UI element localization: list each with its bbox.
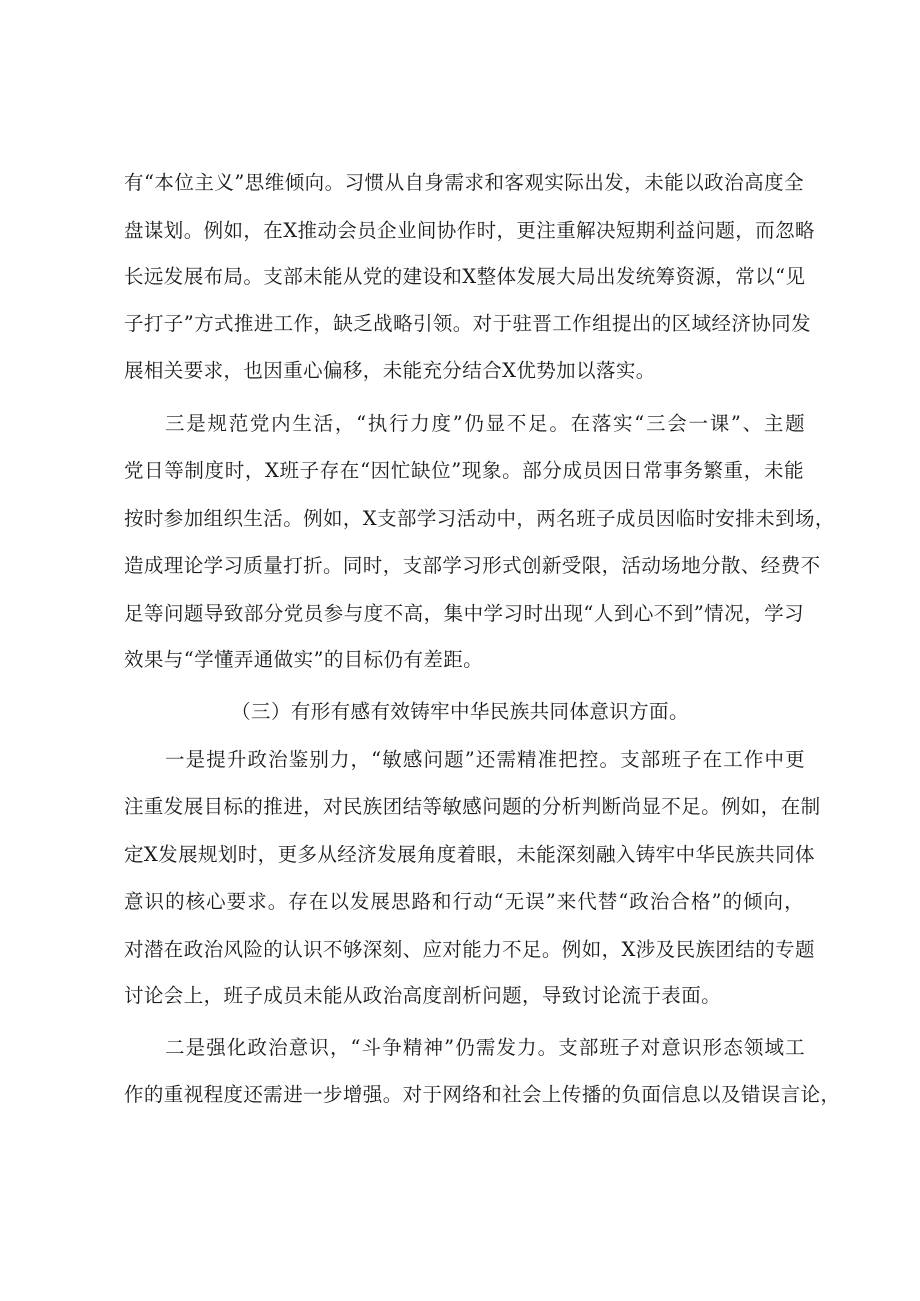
paragraph-line: 造成理论学习质量打折。同时，支部学习形式创新受限，活动场地分散、经费不 [124,554,821,577]
paragraph-first-line: 二是强化政治意识，“斗争精神”仍需发力。支部班子对意识形态领域工 [165,1036,805,1059]
paragraph-line: 盘谋划。例如，在X推动会员企业间协作时，更注重解决短期利益问题，而忽略 [124,219,815,242]
paragraph-line: 党日等制度时，X班子存在“因忙缺位”现象。部分成员因日常事务繁重，未能 [124,459,804,482]
paragraph-line: 意识的核心要求。存在以发展思路和行动“无误”来代替“政治合格”的倾向， [124,890,804,913]
paragraph-line: 作的重视程度还需进一步增强。对于网络和社会上传播的负面信息以及错误言论， [124,1083,841,1106]
paragraph-line: 足等问题导致部分党员参与度不高，集中学习时出现“人到心不到”情况，学习 [124,602,804,625]
paragraph-line: 长远发展布局。支部未能从党的建设和X整体发展大局出发统筹资源，常以“见 [124,265,806,288]
paragraph-line: 对潜在政治风险的认识不够深刻、应对能力不足。例如，X涉及民族团结的专题 [124,938,815,961]
paragraph-line: 注重发展目标的推进，对民族团结等敏感问题的分析判断尚显不足。例如，在制 [124,795,821,818]
paragraph-line: 有“本位主义”思维倾向。习惯从自身需求和客观实际出发，未能以政治高度全 [124,171,804,194]
paragraph-first-line: 一是提升政治鉴别力，“敏感问题”还需精准把控。支部班子在工作中更 [165,748,805,771]
paragraph-line: 定X发展规划时，更多从经济发展角度着眼，未能深刻融入铸牢中华民族共同体 [124,843,815,866]
paragraph-line: 展相关要求，也因重心偏移，未能充分结合X优势加以落实。 [124,359,656,382]
paragraph-line: 讨论会上，班子成员未能从政治高度剖析问题，导致讨论流于表面。 [124,984,722,1007]
paragraph-first-line: 三是规范党内生活，“执行力度”仍显不足。在落实“三会一课”、主题 [165,412,805,435]
paragraph-line: 按时参加组织生活。例如，X支部学习活动中，两名班子成员因临时安排未到场， [124,507,835,530]
paragraph-line: 子打子”方式推进工作，缺乏战略引领。对于驻晋工作组提出的区域经济协同发 [124,312,811,335]
paragraph-line: 效果与“学懂弄通做实”的目标仍有差距。 [124,648,484,671]
section-heading: （三）有形有感有效铸牢中华民族共同体意识方面。 [231,700,689,723]
